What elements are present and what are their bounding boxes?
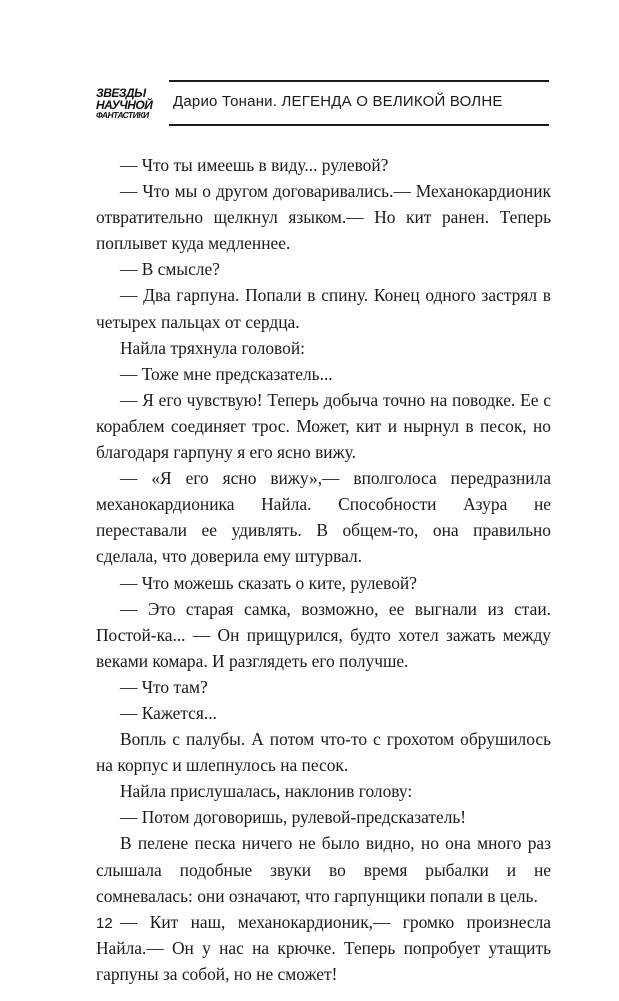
series-logo	[96, 85, 164, 121]
paragraph: — Потом договоришь, рулевой-предсказатель!	[120, 807, 467, 828]
paragraph: — Два гарпуна. Попали в спину. Конец одного застрял в четырех пальцах от сердца.	[96, 285, 551, 332]
running-header	[96, 80, 549, 126]
page-number: 12	[96, 915, 113, 932]
paragraph: — Я его чувствую! Теперь добыча точно на поводке. Ее с кораблем соединяет трос. Может, кит и нырнул в песок, но благодаря гарпуну я его ясно вижу.	[96, 389, 551, 463]
series-logo-line-3: ФАНТАСТИКИ	[96, 109, 149, 120]
series-logo-line-2: НАУЧНОЙ	[96, 97, 153, 112]
paragraph: — Кажется...	[120, 702, 217, 723]
paragraph: В пелене песка ничего не было видно, но она много раз слышала подобные звуки во время рыбалки и не сомневалась: они означают, что гарпунщики попали в цель.	[96, 833, 551, 906]
body-text	[96, 152, 551, 987]
paragraph: — Тоже мне предсказатель...	[120, 363, 333, 384]
paragraph: — В смысле?	[120, 259, 220, 280]
paragraph: — Это старая самка, возможно, ее выгнали из стаи. Постой-ка... — Он прищурился, будто хотел зажать между веками комара. И разглядеть его получше.	[96, 598, 551, 671]
paragraph: — Что можешь сказать о ките, рулевой?	[120, 572, 417, 593]
paragraph: — Что там?	[120, 676, 208, 697]
paragraph: Вопль с палубы. А потом что-то с грохотом обрушилось на корпус и шлепнулось на песок.	[96, 729, 551, 776]
header-rule-bottom	[169, 124, 549, 126]
paragraph: — «Я его ясно вижу»,— вполголоса передразнила механокардионика Найла. Способности Азура не переставали ее удивлять. В общем-то, она правильно сделала, что доверила ему штурвал.	[96, 468, 551, 567]
paragraph: Найла прислушалась, наклонив голову:	[120, 781, 413, 802]
paragraph: Найла тряхнула головой:	[120, 337, 305, 358]
running-title: Дарио Тонани. ЛЕГЕНДА О ВЕЛИКОЙ ВОЛНЕ	[173, 93, 503, 110]
header-rule-top	[169, 80, 549, 82]
paragraph: — Что ты имеешь в виду... рулевой?	[120, 155, 389, 175]
paragraph: — Кит наш, механокардионик,— громко произнесла Найла.— Он у нас на крючке. Теперь попробует утащить гарпуны за собой, но не сможет!	[96, 911, 551, 984]
paragraph: — Что мы о другом договаривались.— Механокардионик отвратительно щелкнул языком.— Но кит ранен. Теперь поплывет куда медленнее.	[96, 181, 551, 254]
series-logo-line-1: ЗВЕЗДЫ	[96, 85, 146, 100]
